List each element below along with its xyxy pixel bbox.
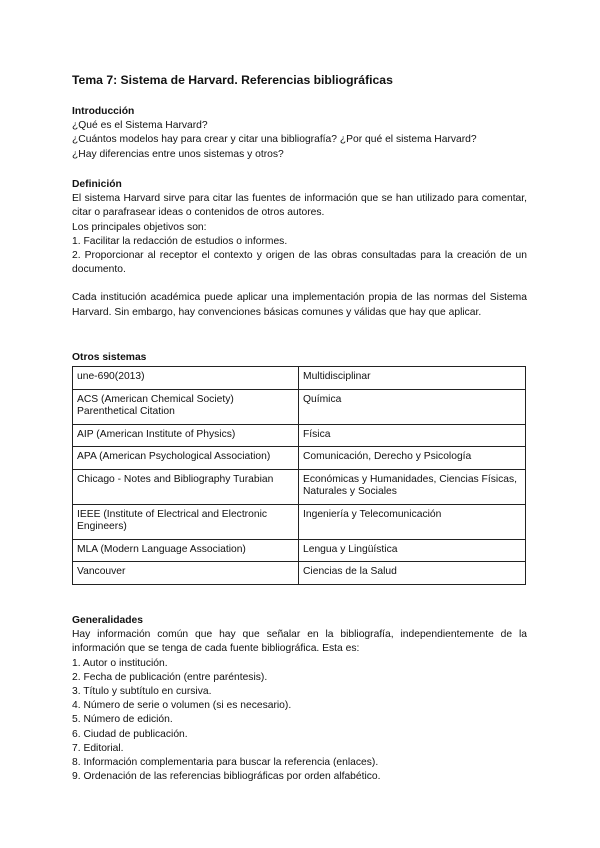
other-systems-section [72,351,527,585]
intro-heading: Introducción [72,106,135,117]
definition-heading: Definición [72,179,122,190]
general-section [72,614,527,784]
list-item: 8. Información complementaria para buscar la referencia (enlaces). [72,757,379,769]
system-cell: IEEE (Institute of Electrical and Electronic Engineers) [73,504,299,539]
objective-item: 1. Facilitar la redacción de estudios o informes. [72,235,288,247]
system-cell: AIP (American Institute of Physics) [73,424,299,447]
table-row [73,562,526,585]
general-paragraph: Hay información común que hay que señalar en la bibliografía, independientemente de la información que se tenga de cada fuente bibliográfica. Esta es: [72,629,527,655]
general-list [72,657,527,785]
list-item: 2. Fecha de publicación (entre paréntesis). [72,671,268,683]
objective-item: 2. Proporcionar al receptor el contexto y origen de las obras consultadas para la creación de un documento. [72,250,527,276]
table-row [73,389,526,424]
intro-line: ¿Qué es el Sistema Harvard? [72,120,208,132]
system-cell: APA (American Psychological Association) [73,447,299,470]
table-row [73,504,526,539]
system-cell: Chicago - Notes and Bibliography Turabian [73,469,299,504]
field-cell: Lengua y Lingüística [299,539,526,562]
field-cell: Química [299,389,526,424]
system-cell: MLA (Modern Language Association) [73,539,299,562]
list-item: 6. Ciudad de publicación. [72,728,188,740]
objectives-label: Los principales objetivos son: [72,221,207,233]
other-systems-heading: Otros sistemas [72,352,147,363]
list-item: 7. Editorial. [72,742,124,754]
field-cell: Ciencias de la Salud [299,562,526,585]
list-item: 5. Número de edición. [72,714,173,726]
list-item: 1. Autor o institución. [72,657,168,669]
field-cell: Multidisciplinar [299,367,526,390]
definition-paragraph: El sistema Harvard sirve para citar las fuentes de información que se han utilizado para comentar, citar o parafrasear ideas o contenidos de otros autores. [72,193,527,219]
system-cell: une-690(2013) [73,367,299,390]
field-cell: Comunicación, Derecho y Psicología [299,447,526,470]
field-cell: Física [299,424,526,447]
definition-paragraph-2: Cada institución académica puede aplicar una implementación propia de las normas del Sistema Harvard. Sin embargo, hay convenciones básicas comunes y válidas que hay que aplicar. [72,292,527,318]
definition-section [72,178,527,320]
intro-line: ¿Hay diferencias entre unos sistemas y otros? [72,148,284,160]
table-row [73,367,526,390]
table-row [73,447,526,470]
intro-section [72,105,527,162]
list-item: 9. Ordenación de las referencias bibliográficas por orden alfabético. [72,771,381,783]
table-row [73,424,526,447]
general-heading: Generalidades [72,615,143,626]
list-item: 4. Número de serie o volumen (si es necesario). [72,700,292,712]
systems-table [72,366,526,585]
field-cell: Ingeniería y Telecomunicación [299,504,526,539]
field-cell: Económicas y Humanidades, Ciencias Físicas, Naturales y Sociales [299,469,526,504]
table-row [73,469,526,504]
system-cell: ACS (American Chemical Society) Parenthetical Citation [73,389,299,424]
list-item: 3. Título y subtítulo en cursiva. [72,686,212,698]
table-row [73,539,526,562]
system-cell: Vancouver [73,562,299,585]
intro-line: ¿Cuántos modelos hay para crear y citar una bibliografía? ¿Por qué el sistema Harvard? [72,134,477,146]
page-title: Tema 7: Sistema de Harvard. Referencias bibliográficas [72,73,393,87]
